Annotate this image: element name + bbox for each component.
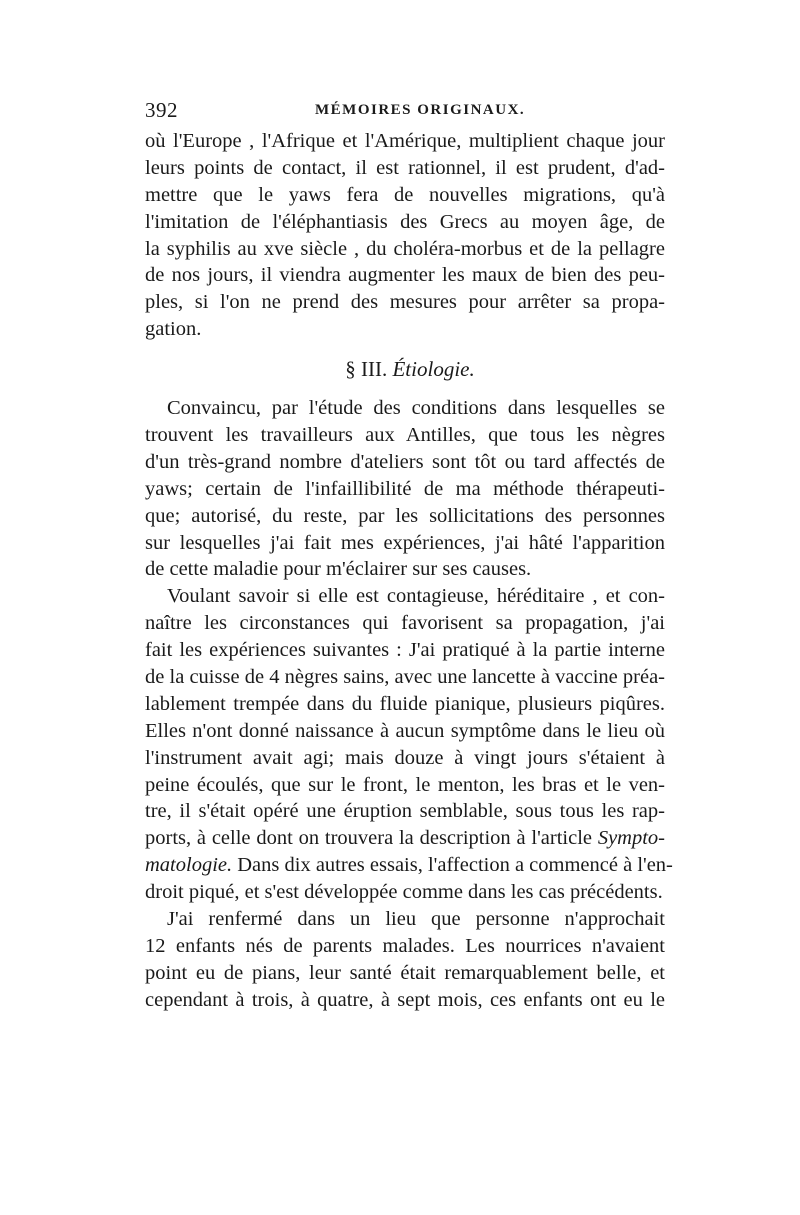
page-header (145, 98, 665, 128)
text-line: la syphilis au xve siècle , du choléra-morbus et de la pellagre (145, 237, 665, 260)
text-line: trouvent les travailleurs aux Antilles, que tous les nègres (145, 424, 665, 447)
text-line: où l'Europe , l'Afrique et l'Amérique, multiplient chaque jour (145, 130, 665, 152)
text-line: 12 enfants nés de parents malades. Les nourrices n'avaient (145, 934, 665, 957)
text-line: de la cuisse de 4 nègres sains, avec une lancette à vaccine préa- (145, 666, 665, 689)
text-line: de cette maladie pour m'éclairer sur ses causes. (145, 558, 532, 581)
text-line: gation. (145, 318, 202, 341)
text-line: d'un très-grand nombre d'ateliers sont tôt ou tard affectés de (145, 450, 665, 473)
text-line: Convaincu, par l'étude des conditions dans lesquelles se (167, 397, 665, 420)
text-line: tre, il s'était opéré une éruption semblable, sous tous les rap- (145, 800, 665, 823)
text-line: J'ai renfermé dans un lieu que personne n'approchait (167, 908, 665, 931)
text-line: sur lesquelles j'ai fait mes expériences, j'ai hâté l'apparition (145, 531, 665, 554)
section-number: § III. (345, 357, 388, 382)
text-line: Voulant savoir si elle est contagieuse, héréditaire , et con- (167, 585, 665, 608)
running-head: MÉMOIRES ORIGINAUX. (315, 102, 526, 118)
text-line (145, 825, 665, 852)
text-run: Dans dix autres essais, l'affection a commencé à l'en- (232, 854, 673, 877)
text-line: cependant à trois, à quatre, à sept mois, ces enfants ont eu le (145, 988, 665, 1011)
text-line: peine écoulés, que sur le front, le menton, les bras et le ven- (145, 773, 665, 796)
text-run: ports, à celle dont on trouvera la description à l'article (145, 827, 592, 850)
italic-term: Sympto- (597, 827, 665, 850)
text-line: yaws; certain de l'infaillibilité de ma méthode thérapeuti- (145, 477, 665, 500)
text-line: l'imitation de l'éléphantiasis des Grecs au moyen âge, de (145, 210, 665, 233)
section-title: Étiologie. (392, 357, 475, 382)
body-text (145, 128, 673, 1014)
text-line: mettre que le yaws fera de nouvelles migrations, qu'à (145, 183, 665, 206)
text-line: fait les expériences suivantes : J'ai pratiqué à la partie interne (145, 639, 665, 662)
italic-term: matologie. (145, 854, 233, 877)
text-line: que; autorisé, du reste, par les sollicitations des personnes (145, 504, 665, 527)
text-line: lablement trempée dans du fluide pianique, plusieurs piqûres. (145, 692, 665, 715)
text-line (145, 852, 673, 879)
text-line: point eu de pians, leur santé était remarquablement belle, et (145, 961, 665, 984)
text-line: l'instrument avait agi; mais douze à vingt jours s'étaient à (145, 746, 665, 769)
text-line: leurs points de contact, il est rationnel, il est prudent, d'ad- (145, 156, 665, 179)
text-line: Elles n'ont donné naissance à aucun symptôme dans le lieu où (145, 719, 665, 742)
text-line: de nos jours, il viendra augmenter les maux de bien des peu- (145, 264, 665, 287)
text-line: droit piqué, et s'est développée comme dans les cas précédents. (145, 881, 663, 904)
page-number: 392 (145, 98, 178, 122)
text-line: ples, si l'on ne prend des mesures pour arrêter sa propa- (145, 291, 665, 314)
text-line: naître les circonstances qui favorisent sa propagation, j'ai (145, 612, 665, 635)
section-heading (145, 343, 665, 395)
